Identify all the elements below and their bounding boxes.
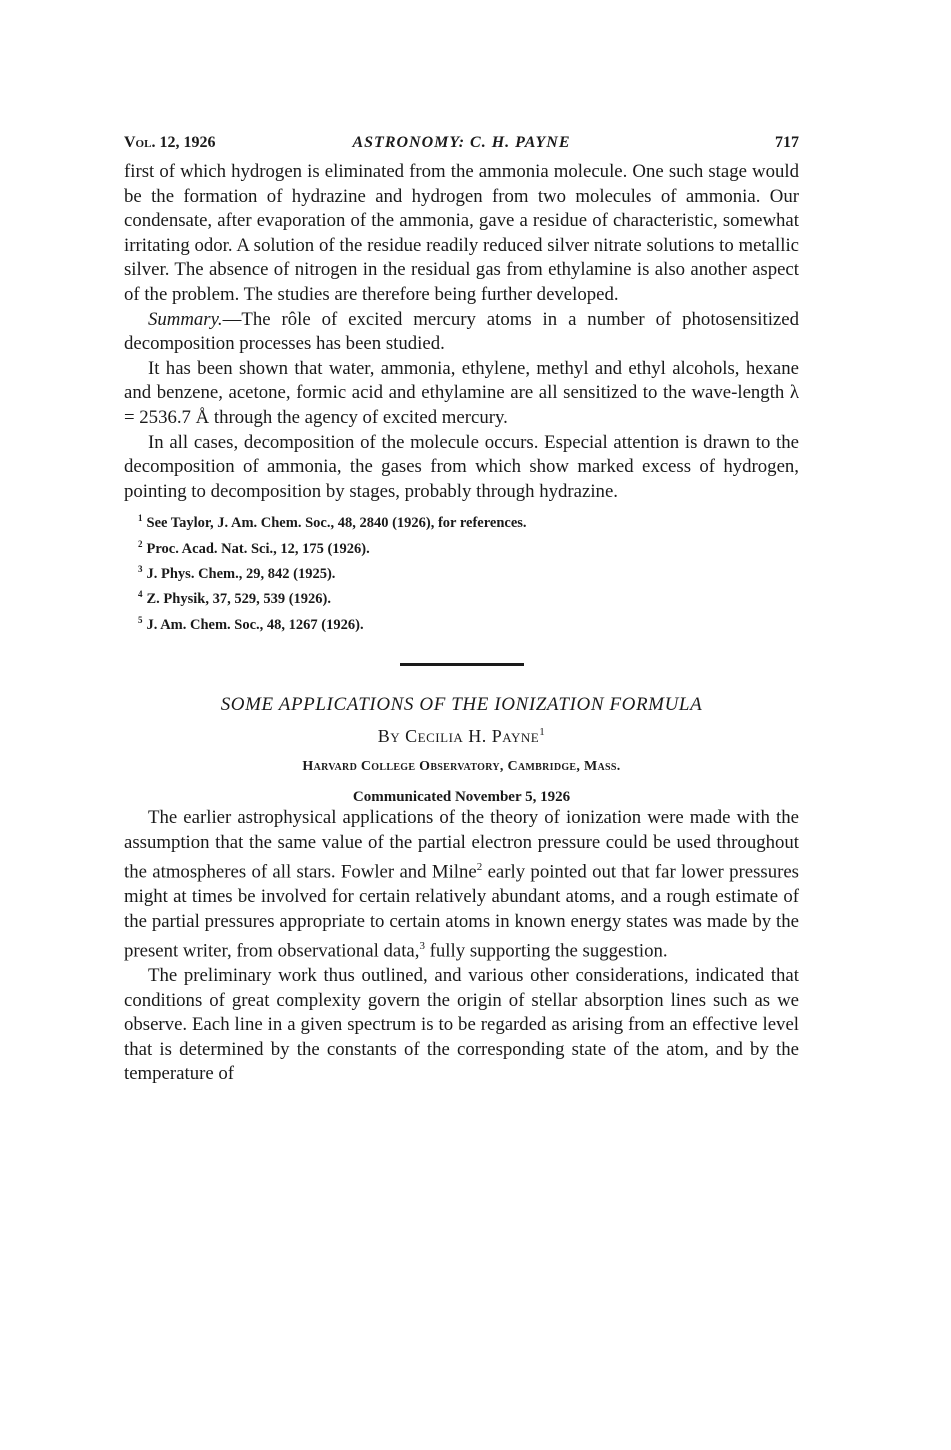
page bbox=[124, 134, 799, 1087]
communicated-date: Communicated November 5, 1926 bbox=[352, 788, 571, 805]
summary-paragraph bbox=[124, 308, 799, 357]
footnote-text: J. Am. Chem. Soc., 48, 1267 (1926). bbox=[146, 616, 364, 633]
page-number: 717 bbox=[775, 134, 799, 151]
footnote bbox=[124, 508, 799, 533]
volume-info: Vol. 12, 1926 bbox=[124, 134, 216, 151]
footnote-text: J. Phys. Chem., 29, 842 (1925). bbox=[146, 565, 336, 582]
footnote-text: See Taylor, J. Am. Chem. Soc., 48, 2840 (1926), for references. bbox=[146, 515, 527, 532]
summary-text: —The rôle of excited mercury atoms in a number of photosensitized decomposition processes has been studied. bbox=[124, 308, 799, 355]
running-head bbox=[124, 134, 799, 160]
article-paragraph: The preliminary work thus outlined, and various other considerations, indicated that conditions of great complexity govern the origin of stellar absorption lines such as we observe. Each line in a given spectrum is to be regarded as arising from an effective level that is determined by the constants of the corresponding state of the atom, and by the temperature of bbox=[124, 965, 799, 1085]
footnote-number: 5 bbox=[138, 614, 143, 625]
byline bbox=[124, 726, 799, 747]
prev-article-paragraph: first of which hydrogen is eliminated from the ammonia molecule. One such stage would be the formation of hydrazine and hydrogen from two molecules of ammonia. Our condensate, after evaporation of the ammonia, gave a residue of characteristic, somewhat irritating odor. A solution of the residue readily reduced silver nitrate solutions to metallic silver. The absence of nitrogen in the residual gas from ethylamine is also another aspect of the problem. The studies are therefore being further developed. bbox=[124, 161, 799, 305]
footnotes bbox=[124, 508, 799, 635]
paragraph-text: fully supporting the suggestion. bbox=[424, 940, 668, 962]
article-title: SOME APPLICATIONS OF THE IONIZATION FORMULA bbox=[220, 693, 703, 715]
footnote bbox=[124, 584, 799, 609]
author-footnote-ref: 1 bbox=[539, 725, 546, 738]
footnote-ref: 2 bbox=[476, 861, 483, 874]
footnote bbox=[124, 534, 799, 559]
author-name: By Cecilia H. Payne bbox=[377, 725, 540, 746]
footnote-number: 3 bbox=[138, 563, 143, 574]
prev-article-paragraph: It has been shown that water, ammonia, ethylene, methyl and ethyl alcohols, hexane and benzene, acetone, formic acid and ethylamine are all sensitized to the wave-length λ = 2536.7 Å through the agency of excited mercury. bbox=[124, 357, 799, 428]
footnote-number: 1 bbox=[138, 513, 143, 524]
footnote-ref: 3 bbox=[419, 940, 425, 953]
section-divider bbox=[400, 663, 524, 666]
prev-article-paragraph: In all cases, decomposition of the molecule occurs. Especial attention is drawn to the decomposition of ammonia, the gases from which show marked excess of hydrogen, pointing to decomposition by stages, probably through hydrazine. bbox=[124, 431, 799, 502]
paragraph-text: The earlier astrophysical applications of the theory of ionization were made with the assumption that the same value of the partial electron pressure could be used throughout the atmospheres of all stars. Fowler and Milne bbox=[124, 806, 799, 883]
article-paragraph bbox=[124, 806, 799, 964]
footnote-text: Proc. Acad. Nat. Sci., 12, 175 (1926). bbox=[146, 540, 370, 557]
paragraph-text: early pointed out that far lower pressures might at times be involved for certain relatively abundant atoms, and a rough estimate of the partial pressures appropriate to certain atoms in known energy states was made by the present writer, from observational data, bbox=[124, 861, 799, 962]
footnote bbox=[124, 610, 799, 635]
running-title: ASTRONOMY: C. H. PAYNE bbox=[352, 134, 571, 151]
footnote-number: 2 bbox=[138, 538, 143, 549]
footnote bbox=[124, 559, 799, 584]
affiliation: Harvard College Observatory, Cambridge, Mass. bbox=[302, 758, 621, 774]
footnote-number: 4 bbox=[138, 589, 143, 600]
footnote-text: Z. Physik, 37, 529, 539 (1926). bbox=[146, 591, 331, 608]
summary-label: Summary. bbox=[148, 308, 223, 330]
